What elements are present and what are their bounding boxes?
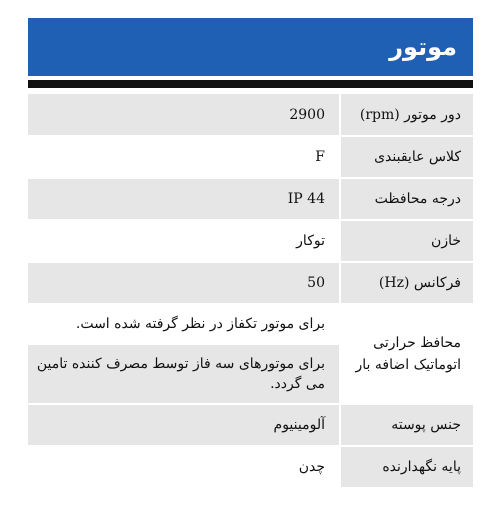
spec-value [28, 304, 340, 404]
spec-label: کلاس عایقبندی [340, 136, 473, 178]
spec-table [28, 94, 473, 489]
table-row [28, 262, 473, 304]
table-row [28, 304, 473, 404]
spec-value: توکار [28, 220, 340, 262]
spec-label: دور موتور (rpm) [340, 94, 473, 136]
spec-label: پایه نگهدارنده [340, 446, 473, 488]
section-title: موتور [389, 33, 457, 61]
spec-value: IP 44 [28, 178, 340, 220]
section-header [28, 18, 473, 76]
spec-label: محافظ حرارتی اتوماتیک اضافه بار [340, 304, 473, 404]
spec-value: آلومینیوم [28, 404, 340, 446]
spec-label: خازن [340, 220, 473, 262]
spec-value: چدن [28, 446, 340, 488]
table-row [28, 94, 473, 136]
spec-label: جنس پوسته [340, 404, 473, 446]
table-row [28, 220, 473, 262]
table-row [28, 446, 473, 488]
spec-value: 50 [28, 262, 340, 304]
table-row [28, 136, 473, 178]
spec-value: F [28, 136, 340, 178]
spec-value-line: برای موتور تکفاز در نظر گرفته شده است. [28, 305, 339, 343]
spec-value-line: برای موتورهای سه فاز توسط مصرف کننده تامین می گردد. [28, 343, 339, 403]
spec-value: 2900 [28, 94, 340, 136]
spec-label: فرکانس (Hz) [340, 262, 473, 304]
spec-label: درجه محافظت [340, 178, 473, 220]
table-row [28, 178, 473, 220]
header-divider [28, 80, 473, 88]
spec-frame [28, 18, 473, 489]
table-row [28, 404, 473, 446]
